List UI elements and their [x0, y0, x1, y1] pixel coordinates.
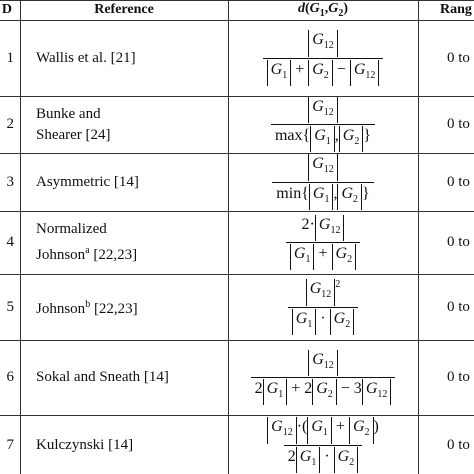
row-4-formula: $\frac{2\cdot G_{12}}{G_1 + G_2}$ [228, 211, 418, 274]
row-2-id: 2 [6, 116, 14, 132]
row-4-id: 4 [6, 234, 14, 250]
header-distance-measure: $d(G_1,G_2)$ [297, 1, 349, 19]
row-3-range: 0 to [447, 173, 470, 190]
row-2-reference: Bunke and Shearer [24] [36, 105, 111, 143]
row-1-id: 1 [6, 49, 14, 66]
row-7-reference: Kulczynski [14] [36, 436, 134, 453]
row-2-range: 0 to [447, 116, 470, 132]
header-id: D [1, 2, 12, 17]
row-3-reference: Asymmetric [14] [36, 173, 139, 190]
row-7-formula: $\frac{G_{12} \cdot( G_1 + G_2 )}{2 G_1 \cdot G_2}$ [228, 415, 418, 474]
row-1-reference: Wallis et al. [21] [36, 49, 136, 66]
header-reference: Reference [94, 2, 154, 17]
row-5-reference: Johnson$^b$ [22,23] [36, 299, 138, 317]
row-6-range: 0 to [447, 369, 470, 385]
row-6-formula: $\frac{G_{12}}{2 G_1 + 2 G_2 - 3 G_{12}}$ [228, 340, 418, 415]
row-2-formula: $\frac{G_{12}}{\max\{ G_1 , G_2 \}}$ [228, 96, 418, 153]
row-3-formula: $\frac{G_{12}}{\min\{ G_1 , G_2 \}}$ [228, 153, 418, 211]
row-5-formula: $\frac{G_{12}^2}{G_1 \cdot G_2}$ [228, 274, 418, 340]
row-1-range: 0 to [447, 49, 470, 66]
header-range: Rang [440, 2, 472, 17]
row-6-id: 6 [6, 369, 14, 385]
row-7-range: 0 to [447, 436, 470, 453]
row-3-id: 3 [6, 173, 14, 190]
row-6-reference: Sokal and Sneath [14] [36, 369, 169, 385]
row-1-formula: $\frac{G_{12}}{G_1 + G_2 - G_{12}}$ [228, 20, 418, 96]
row-5-range: 0 to [447, 298, 470, 315]
row-7-id: 7 [6, 436, 14, 453]
row-5-id: 5 [6, 298, 14, 315]
row-4-reference: Normalized Johnson$^a$ [22,23] [36, 221, 138, 263]
row-4-range: 0 to [447, 234, 470, 250]
